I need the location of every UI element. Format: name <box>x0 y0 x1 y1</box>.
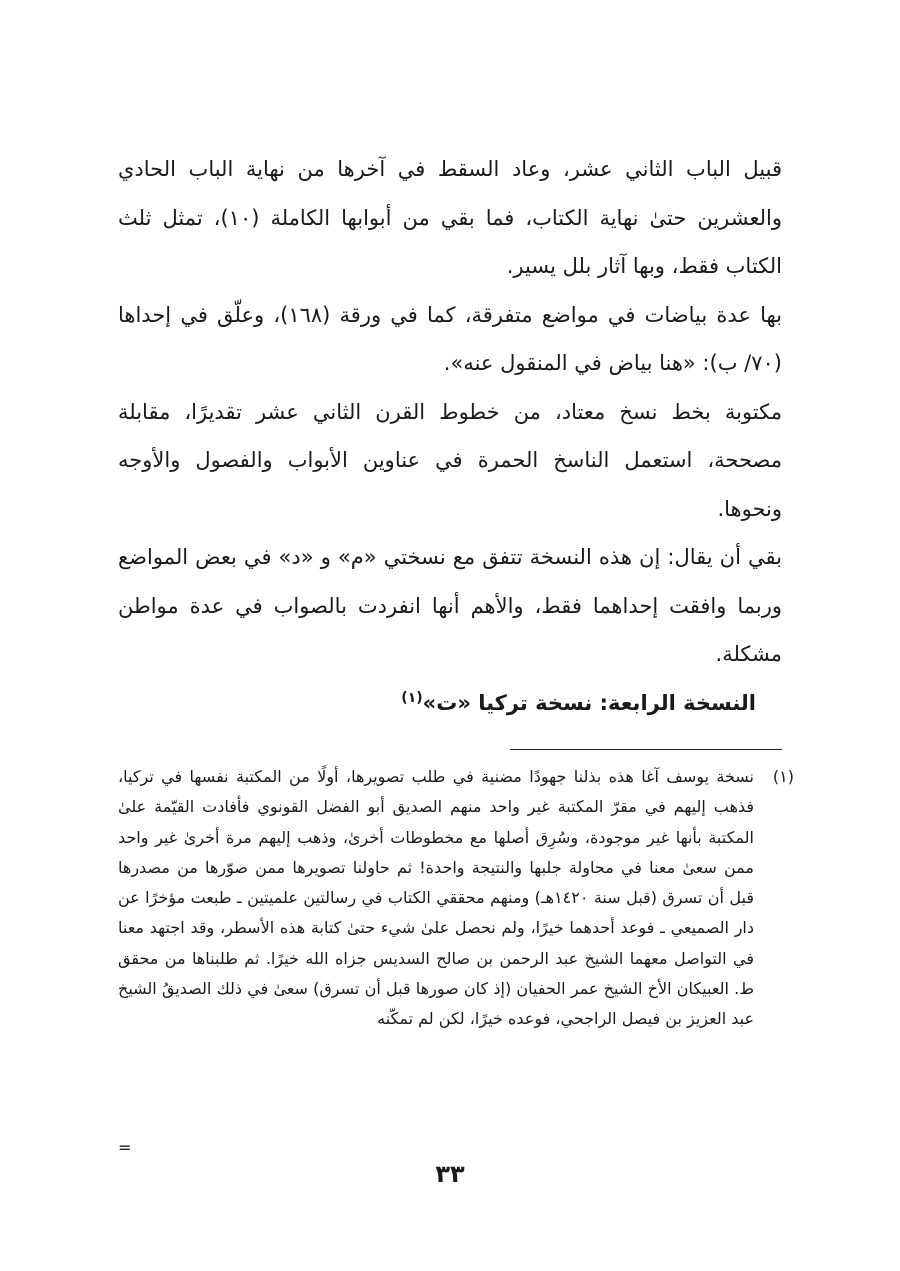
paragraph-2: بها عدة بياضات في مواضع متفرقة، كما في ورقة (١٦٨)، وعلّق في إحداها (٧٠/ ب): «هنا بياض في المنقول عنه». <box>118 302 782 375</box>
paragraph-4: بقي أن يقال: إن هذه النسخة تتفق مع نسختي «م» و «د» في بعض المواضع وربما وافقت إحداهما فقط، والأهم أنها انفردت بالصواب في عدة مواطن مشكلة. <box>118 545 782 666</box>
footnote-reference: (١) <box>401 689 423 706</box>
paragraph-3: مكتوبة بخط نسخ معتاد، من خطوط القرن الثاني عشر تقديرًا، مقابلة مصححة، استعمل الناسخ الحمرة في عناوين الأبواب والفصول والأوجه ونحوها. <box>118 399 782 521</box>
page-number: ٣٣ <box>435 1160 465 1188</box>
footnote-text: نسخة يوسف آغا هذه بذلنا جهودًا مضنية في طلب تصويرها، أولًا من المكتبة نفسها في تركيا، فذهب إليهم في مقرّ المكتبة غير واحد منهم الصديق أبو الفضل القونوي فأفادت القيّمة علىٰ المكتبة بأنها غير موجودة، وسُرِق أصلها مع مخطوطات أخرىٰ، وذهب إليهم مرة أخرىٰ غير واحد ممن سعىٰ معنا في محاولة جلبها والنتيجة واحدة! ثم حاولنا تصويرها ممن صوّرها من مصدرها قبل أن تسرق (قبل سنة ١٤٢٠هـ) ومنهم محققي الكتاب في رسالتين علميتين ـ طبعت مؤخرًا عن دار الصميعي ـ فوعد أحدهما خيرًا، ولم نحصل علىٰ شيء حتىٰ كتابة هذه الأسطر، وقد اجتهد معنا في التواصل معهما الشيخ عبد الرحمن بن صالح السديس جزاه الله خيرًا. ثم طلبناها من محقق ط. العبيكان الأخ الشيخ عمر الحفيان (إذ كان صورها قبل أن تسرق) سعىٰ في ذلك الصديقُ الشيخ عبد العزيز بن فيصل الراجحي، فوعده خيرًا، لكن لم تمكّنه <box>118 767 754 1029</box>
main-text <box>118 145 782 727</box>
paragraph-1: قبيل الباب الثاني عشر، وعاد السقط في آخرها من نهاية الباب الحادي والعشرين حتىٰ نهاية الكتاب، فما بقي من أبوابها الكاملة (١٠)، تمثل ثلث الكتاب فقط، وبها آثار بلل يسير. <box>118 157 782 278</box>
section-heading-text: النسخة الرابعة: نسخة تركيا «ت» <box>422 690 756 715</box>
section-heading <box>118 679 782 727</box>
footnote-divider <box>510 749 782 750</box>
footnote-number: (١) <box>772 767 794 786</box>
footnote <box>118 762 794 1035</box>
continuation-mark: = <box>118 1138 132 1157</box>
